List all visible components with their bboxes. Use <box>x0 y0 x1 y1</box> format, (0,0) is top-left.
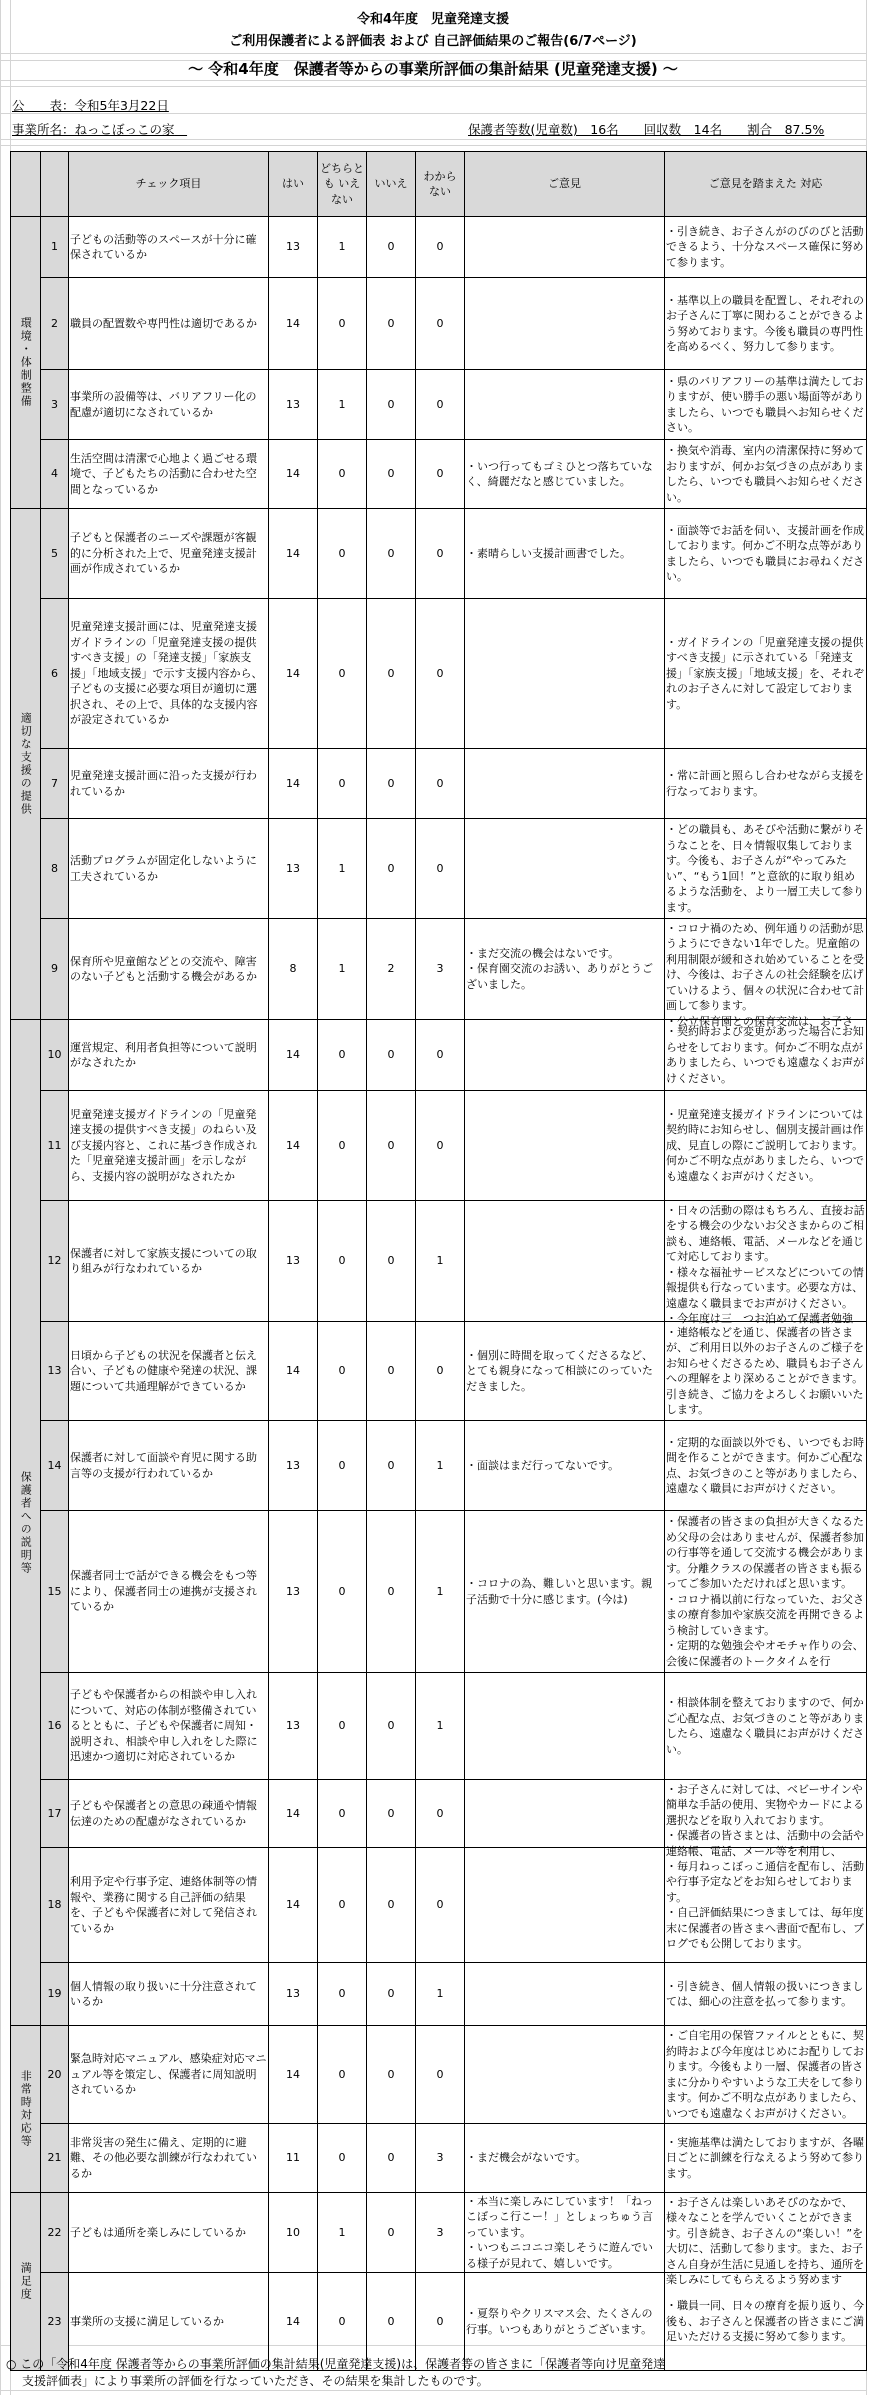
header-check-item: チェック項目 <box>69 152 269 217</box>
cell-no: 2 <box>367 919 416 1020</box>
cell-yes: 14 <box>269 1322 318 1421</box>
opinion-text <box>465 278 665 370</box>
check-item-text: 児童発達支援計画には、児童発達支援ガイドラインの「児童発達支援の提供すべき支援」の「発達支援」「家族支援」「地域支援」で示す支援内容から、子どもの支援に必要な項目が適切に選択され、その上で、具体的な支援内容が設定されているか <box>69 599 269 749</box>
response-text-content: ・毎月ねっこぼっこ通信を配布し、活動や行事予定などをお知らせしております。 ・自己評価結果につきましては、毎年度末に保護者の皆さまへ書面で配布し、ブログでも公開しております。 <box>666 1859 864 1950</box>
cell-yes: 13 <box>269 819 318 919</box>
response-text-content: ・引き続き、個人情報の扱いにつきましては、細心の注意を払って参ります。 <box>666 1979 864 2008</box>
response-text <box>665 599 867 749</box>
response-text-content: ・お子さんに対しては、ベビーサインや簡単な手話の使用、実物やカードによる選択などを取り入れております。 ・保護者の皆さまとは、活動中の会話や連絡帳、電話、メール等を利用し、 <box>666 1782 864 1858</box>
cell-yes: 14 <box>269 749 318 819</box>
check-item-text: 児童発達支援計画に沿った支援が行われているか <box>69 749 269 819</box>
cell-neither: 1 <box>318 819 367 919</box>
category-label: 満足度 <box>11 2193 41 2371</box>
item-number: 2 <box>41 278 69 370</box>
check-item-text: 子どもと保護者のニーズや課題が客観的に分析された上で、児童発達支援計画が作成されているか <box>69 509 269 599</box>
cell-neither: 0 <box>318 440 367 509</box>
response-text <box>665 1963 867 2026</box>
check-item-text: 生活空間は清潔で心地よく過ごせる環境で、子どもたちの活動に合わせた空間となっているか <box>69 440 269 509</box>
response-text <box>665 749 867 819</box>
check-item-text: 緊急時対応マニュアル、感染症対応マニュアル等を策定し、保護者に周知説明されているか <box>69 2026 269 2124</box>
cell-neither: 0 <box>318 278 367 370</box>
cell-unknown: 0 <box>416 278 465 370</box>
response-text-content: ・連絡帳などを通じ、保護者の皆さまが、ご利用日以外のお子さんのご様子をお知らせくださるため、職員もお子さんへの理解をより深めることができます。引き続き、ご協力をよろしくお願いいたします。 <box>666 1325 864 1416</box>
cell-yes: 11 <box>269 2124 318 2193</box>
item-number: 7 <box>41 749 69 819</box>
item-number: 5 <box>41 509 69 599</box>
cell-unknown: 0 <box>416 1020 465 1091</box>
facility-value: ねっこぼっこの家 <box>74 122 175 137</box>
item-number: 19 <box>41 1963 69 2026</box>
category-label: 環境・体制整備 <box>11 217 41 509</box>
grid-line <box>0 80 866 81</box>
opinion-text <box>465 217 665 278</box>
table-body <box>11 217 867 2371</box>
header-neither: どちらとも いえない <box>318 152 367 217</box>
cell-no: 0 <box>367 599 416 749</box>
table-row <box>11 1322 867 1421</box>
item-number: 12 <box>41 1201 69 1322</box>
opinion-text: ・まだ機会がないです。 <box>465 2124 665 2193</box>
header-no: いいえ <box>367 152 416 217</box>
cell-yes: 13 <box>269 1673 318 1780</box>
cell-no: 0 <box>367 1511 416 1673</box>
cell-unknown: 3 <box>416 919 465 1020</box>
cell-yes: 14 <box>269 278 318 370</box>
response-text <box>665 1848 867 1963</box>
cell-unknown: 3 <box>416 2124 465 2193</box>
cell-unknown: 0 <box>416 509 465 599</box>
opinion-text <box>465 1091 665 1201</box>
published-date <box>12 96 169 114</box>
response-text <box>665 2026 867 2124</box>
response-text-content: ・コロナ禍のため、例年通りの活動が思うようにできない1年でした。児童館の利用制限が緩和され始めていることを受け、今後は、お子さんの社会経験を広げていけるよう、個々の状況に合わせて計画して参ります。 ・公立保育園との保育交流は、お子さ <box>666 921 864 1028</box>
cell-unknown: 1 <box>416 1511 465 1673</box>
response-text-content: ・定期的な面談以外でも、いつでもお時間を作ることができます。何かご心配な点、お気づきのこと等がありましたら、遠慮なく職員にお声がけください。 <box>666 1435 864 1495</box>
response-text-content: ・換気や消毒、室内の清潔保持に努めておりますが、何かお気づきの点がありましたら、いつでも職員へお知らせください。 <box>666 444 864 504</box>
cell-neither: 0 <box>318 749 367 819</box>
response-text <box>665 1201 867 1325</box>
response-text-content: ・基準以上の職員を配置し、それぞれのお子さんに丁寧に関わることができるよう努めております。今後も職員の専門性を高めるべく、努力して参ります。 <box>666 293 864 353</box>
table-row <box>11 749 867 819</box>
cell-unknown: 1 <box>416 1201 465 1322</box>
response-text <box>665 819 867 919</box>
cell-unknown: 0 <box>416 440 465 509</box>
cell-no: 0 <box>367 1020 416 1091</box>
table-row <box>11 1780 867 1848</box>
response-text-content: ・児童発達支援ガイドラインについては契約時にお知らせし、個別支援計画は作成、見直しの際にご説明しております。何かご不明な点がありましたら、いつでも遠慮なくお声がけください。 <box>666 1107 864 1183</box>
check-item-text: 子どもは通所を楽しみにしているか <box>69 2193 269 2273</box>
item-number: 4 <box>41 440 69 509</box>
category-label: 非常時対応等 <box>11 2026 41 2193</box>
item-number: 11 <box>41 1091 69 1201</box>
cell-yes: 14 <box>269 599 318 749</box>
cell-no: 0 <box>367 2193 416 2273</box>
cell-neither: 0 <box>318 1201 367 1322</box>
item-number: 13 <box>41 1322 69 1421</box>
response-text-content: ・常に計画と照らし合わせながら支援を行なっております。 <box>666 769 864 798</box>
cell-yes: 13 <box>269 217 318 278</box>
cell-unknown: 0 <box>416 599 465 749</box>
cell-no: 0 <box>367 1780 416 1848</box>
response-text <box>665 278 867 370</box>
cell-neither: 0 <box>318 1511 367 1673</box>
grid-line <box>0 86 866 87</box>
check-item-text: 利用予定や行事予定、連絡体制等の情報や、業務に関する自己評価の結果を、子どもや保護者に対して発信されているか <box>69 1848 269 1963</box>
footer-note <box>6 2356 866 2390</box>
cell-unknown: 1 <box>416 1421 465 1511</box>
opinion-text <box>465 2026 665 2124</box>
table-row <box>11 1511 867 1673</box>
cell-unknown: 0 <box>416 749 465 819</box>
published-value: 令和5年3月22日 <box>74 98 169 113</box>
cell-neither: 0 <box>318 1421 367 1511</box>
check-item-text: 保護者同士で話ができる機会をもつ等により、保護者同士の連携が支援されているか <box>69 1511 269 1673</box>
table-row <box>11 1963 867 2026</box>
cell-neither: 0 <box>318 1091 367 1201</box>
response-text-content: ・どの職員も、あそびや活動に繋がりそうなことを、日々情報収集しております。今後も、お子さんが“やってみたい”、“もう1回！”と意欲的に取り組めるような活動を、より一層工夫して参ります。 <box>666 823 864 914</box>
item-number: 8 <box>41 819 69 919</box>
check-item-text: 事業所の設備等は、バリアフリー化の配慮が適切になされているか <box>69 370 269 440</box>
cell-unknown: 0 <box>416 1322 465 1421</box>
opinion-text: ・まだ交流の機会はないです。 ・保育園交流のお誘い、ありがとうございました。 <box>465 919 665 1020</box>
cell-yes: 14 <box>269 1020 318 1091</box>
cell-neither: 0 <box>318 599 367 749</box>
report-title-line1: 令和4年度 児童発達支援 <box>356 12 510 27</box>
table-row <box>11 2193 867 2273</box>
cell-yes: 13 <box>269 1963 318 2026</box>
table-row <box>11 919 867 1020</box>
check-item-text: 保護者に対して家族支援についての取り組みが行なわれているか <box>69 1201 269 1322</box>
cell-neither: 1 <box>318 217 367 278</box>
grid-line <box>0 145 866 146</box>
response-text <box>665 1511 867 1673</box>
response-text-content: ・ガイドラインの「児童発達支援の提供すべき支援」に示されている「発達支援」「家族支援」「地域支援」を、それぞれのお子さんに対して設定しております。 <box>666 635 864 711</box>
cell-neither: 0 <box>318 1020 367 1091</box>
table-row <box>11 1020 867 1091</box>
response-text-content: ・引き続き、お子さんがのびのびと活動できるよう、十分なスペース確保に努めて参ります。 <box>666 224 864 269</box>
check-item-text: 日頃から子どもの状況を保護者と伝え合い、子どもの健康や発達の状況、課題について共通理解ができているか <box>69 1322 269 1421</box>
cell-no: 0 <box>367 1322 416 1421</box>
cell-no: 0 <box>367 217 416 278</box>
cell-unknown: 0 <box>416 1091 465 1201</box>
cell-yes: 14 <box>269 2273 318 2371</box>
opinion-text <box>465 599 665 749</box>
category-label: 保護者への説明等 <box>11 1020 41 2026</box>
item-number: 20 <box>41 2026 69 2124</box>
cell-unknown: 0 <box>416 819 465 919</box>
item-number: 3 <box>41 370 69 440</box>
cell-neither: 0 <box>318 2273 367 2371</box>
published-label: 公 表： <box>12 98 75 113</box>
item-number: 1 <box>41 217 69 278</box>
cell-neither: 0 <box>318 1322 367 1421</box>
cell-yes: 13 <box>269 1511 318 1673</box>
response-text <box>665 2124 867 2193</box>
item-number: 18 <box>41 1848 69 1963</box>
response-text-content: ・保護者の皆さまの負担が大きくなるため父母の会はありませんが、保護者参加の行事等を通して交流する機会があります。分離クラスの保護者の皆さまも振るってご参加いただければと思います。 ・コロナ禍以前に行なっていた、お父さまの療育参加や家族交流を再開できるよう検討していきます。 ・定期的な勉強会やオモチャ作りの会、会後に保護者のトークタイムを行 <box>666 1515 864 1668</box>
cell-no: 0 <box>367 370 416 440</box>
response-text <box>665 1421 867 1511</box>
cell-no: 0 <box>367 1848 416 1963</box>
table-row <box>11 1201 867 1322</box>
cell-unknown: 0 <box>416 1780 465 1848</box>
table-row <box>11 1673 867 1780</box>
response-text <box>665 919 867 1028</box>
evaluation-table <box>10 151 867 2371</box>
table-row <box>11 1848 867 1963</box>
response-text <box>665 1780 867 1858</box>
item-number: 22 <box>41 2193 69 2273</box>
response-text-content: ・契約時および変更があった場合にお知らせをしております。何かご不明な点がありましたら、いつでも遠慮なくお声がけください。 <box>666 1025 864 1085</box>
item-number: 17 <box>41 1780 69 1848</box>
opinion-text: ・本当に楽しみにしています！「ねっこぼっこ行こー！」としょっちゅう言っています。 ・いつもニコニコ楽しそうに遊んでいる様子が見れて、嬉しいです。 <box>465 2193 665 2273</box>
table-row <box>11 2026 867 2124</box>
cell-yes: 13 <box>269 370 318 440</box>
header-yes: はい <box>269 152 318 217</box>
cell-yes: 14 <box>269 1091 318 1201</box>
cell-neither: 0 <box>318 1673 367 1780</box>
cell-unknown: 3 <box>416 2193 465 2273</box>
opinion-text <box>465 370 665 440</box>
opinion-text: ・面談はまだ行ってないです。 <box>465 1421 665 1511</box>
cell-no: 0 <box>367 1421 416 1511</box>
table-row <box>11 509 867 599</box>
opinion-text <box>465 1963 665 2026</box>
cell-neither: 0 <box>318 2026 367 2124</box>
check-item-text: 活動プログラムが固定化しないように工夫されているか <box>69 819 269 919</box>
cell-unknown: 0 <box>416 2273 465 2371</box>
header-category <box>11 152 41 217</box>
header-number <box>41 152 69 217</box>
table-row <box>11 440 867 509</box>
check-item-text: 事業所の支援に満足しているか <box>69 2273 269 2371</box>
table-row <box>11 2124 867 2193</box>
response-text <box>665 1091 867 1201</box>
response-text <box>665 217 867 278</box>
cell-unknown: 0 <box>416 2026 465 2124</box>
cell-no: 0 <box>367 819 416 919</box>
opinion-text <box>465 1020 665 1091</box>
response-text <box>665 1322 867 1421</box>
response-text <box>665 440 867 509</box>
header-opinion: ご意見 <box>465 152 665 217</box>
cell-unknown: 1 <box>416 1963 465 2026</box>
response-text-content: ・職員一同、日々の療育を振り返り、今後も、お子さんと保護者の皆さまにご満足いただける支援に努めて参ります。 <box>666 2299 864 2344</box>
footer-line2: 支援評価表」により事業所の評価を行なっていただき、その結果を集計したものです。 <box>22 2374 489 2388</box>
cell-neither: 0 <box>318 1848 367 1963</box>
cell-neither: 0 <box>318 509 367 599</box>
report-subtitle: ～ 令和4年度 保護者等からの事業所評価の集計結果 (児童発達支援) ～ <box>188 60 678 78</box>
cell-unknown: 1 <box>416 1673 465 1780</box>
grid-line <box>0 2390 866 2391</box>
item-number: 16 <box>41 1673 69 1780</box>
cell-neither: 0 <box>318 1963 367 2026</box>
response-text <box>665 509 867 599</box>
item-number: 23 <box>41 2273 69 2371</box>
response-text <box>665 1020 867 1091</box>
cell-no: 0 <box>367 749 416 819</box>
cell-yes: 8 <box>269 919 318 1020</box>
check-item-text: 運営規定、利用者負担等について説明がなされたか <box>69 1020 269 1091</box>
response-text-content: ・面談等でお話を伺い、支援計画を作成しております。何かご不明な点等がありましたら、いつでも職員にお尋ねください。 <box>666 523 864 583</box>
response-text <box>665 370 867 440</box>
cell-yes: 14 <box>269 2026 318 2124</box>
grid-line <box>0 139 866 140</box>
cell-no: 0 <box>367 440 416 509</box>
opinion-text <box>465 1848 665 1963</box>
cell-no: 0 <box>367 2124 416 2193</box>
cell-yes: 14 <box>269 440 318 509</box>
cell-no: 0 <box>367 1091 416 1201</box>
check-item-text: 保育所や児童館などとの交流や、障害のない子どもと活動する機会があるか <box>69 919 269 1020</box>
response-text-content: ・県のバリアフリーの基準は満たしておりますが、使い勝手の悪い場面等がありましたら、いつでも職員へお知らせください。 <box>666 374 864 434</box>
cell-no: 0 <box>367 1201 416 1322</box>
cell-neither: 0 <box>318 1780 367 1848</box>
response-stats: 保護者等数(児童数) 16名 回収数 14名 割合 87.5% <box>468 122 825 137</box>
cell-unknown: 0 <box>416 1848 465 1963</box>
check-item-text: 個人情報の取り扱いに十分注意されているか <box>69 1963 269 2026</box>
response-text <box>665 1673 867 1780</box>
cell-neither: 0 <box>318 2124 367 2193</box>
cell-no: 0 <box>367 1963 416 2026</box>
header-response: ご意見を踏まえた 対応 <box>665 152 867 217</box>
response-text-content: ・相談体制を整えておりますので、何かご心配な点、お気づきのこと等がありましたら、遠慮なく職員にお声がけください。 <box>666 1696 864 1756</box>
cell-yes: 14 <box>269 1780 318 1848</box>
table-row <box>11 278 867 370</box>
cell-no: 0 <box>367 278 416 370</box>
cell-neither: 1 <box>318 919 367 1020</box>
check-item-text: 児童発達支援ガイドラインの「児童発達支援の提供すべき支援」のねらい及び支援内容と、これに基づき作成された「児童発達支援計画」を示しながら、支援内容の説明がなされたか <box>69 1091 269 1201</box>
cell-yes: 13 <box>269 1421 318 1511</box>
header-unknown: わから ない <box>416 152 465 217</box>
opinion-text <box>465 749 665 819</box>
opinion-text: ・夏祭りやクリスマス会、たくさんの行事。いつもありがとうございます。 <box>465 2273 665 2371</box>
facility-name <box>12 120 187 138</box>
table-row <box>11 370 867 440</box>
response-text-content: ・お子さんは楽しいあそびのなかで、様々なことを学んでいくことができます。引き続き、お子さんの“楽しい！”を大切に、活動して参ります。また、お子さん自身が生活に見通しを持ち、通所を楽しみにしてもらえるよう努めます <box>666 2195 864 2286</box>
item-number: 14 <box>41 1421 69 1511</box>
response-text <box>665 2193 867 2286</box>
cell-unknown: 0 <box>416 217 465 278</box>
footer-line1: ○ この「令和4年度 保護者等からの事業所評価の集計結果(児童発達支援)は、保護者等の皆さまに「保護者等向け児童発達 <box>6 2357 666 2371</box>
opinion-text: ・素晴らしい支援計画書でした。 <box>465 509 665 599</box>
cell-yes: 13 <box>269 1201 318 1322</box>
cell-no: 0 <box>367 2273 416 2371</box>
cell-neither: 1 <box>318 2193 367 2273</box>
cell-yes: 10 <box>269 2193 318 2273</box>
cell-no: 0 <box>367 2026 416 2124</box>
table-row <box>11 819 867 919</box>
table-header-row <box>11 152 867 217</box>
opinion-text: ・いつ行ってもゴミひとつ落ちていなく、綺麗だなと感じていました。 <box>465 440 665 509</box>
opinion-text <box>465 819 665 919</box>
cell-unknown: 0 <box>416 370 465 440</box>
item-number: 21 <box>41 2124 69 2193</box>
opinion-text: ・コロナの為、難しいと思います。親子活動で十分に感じます。(今は) <box>465 1511 665 1673</box>
opinion-text: ・個別に時間を取ってくださるなど、とても親身になって相談にのっていただきました。 <box>465 1322 665 1421</box>
cell-yes: 14 <box>269 1848 318 1963</box>
check-item-text: 子どもの活動等のスペースが十分に確保されているか <box>69 217 269 278</box>
cell-no: 0 <box>367 509 416 599</box>
item-number: 6 <box>41 599 69 749</box>
check-item-text: 保護者に対して面談や育児に関する助言等の支援が行われているか <box>69 1421 269 1511</box>
item-number: 10 <box>41 1020 69 1091</box>
check-item-text: 子どもや保護者との意思の疎通や情報伝達のための配慮がなされているか <box>69 1780 269 1848</box>
opinion-text <box>465 1780 665 1848</box>
check-item-text: 非常災害の発生に備え、定期的に避難、その他必要な訓練が行なわれているか <box>69 2124 269 2193</box>
facility-label: 事業所名： <box>12 122 75 137</box>
grid-line <box>0 53 866 54</box>
table-row <box>11 1091 867 1201</box>
opinion-text <box>465 1673 665 1780</box>
check-item-text: 子どもや保護者からの相談や申し入れについて、対応の体制が整備されているとともに、子どもや保護者に周知・説明され、相談や申し入れをした際に迅速かつ適切に対応されているか <box>69 1673 269 1780</box>
category-label: 適切な支援の提供 <box>11 509 41 1020</box>
table-row <box>11 217 867 278</box>
report-title-line2: ご利用保護者による評価表 および 自己評価結果のご報告(6/7ページ) <box>229 34 637 49</box>
item-number: 9 <box>41 919 69 1020</box>
table-row <box>11 599 867 749</box>
opinion-text <box>465 1201 665 1322</box>
response-text-content: ・実施基準は満たしておりますが、各曜日ごとに訓練を行なえるよう努めて参ります。 <box>666 2135 864 2180</box>
table-row <box>11 1421 867 1511</box>
cell-yes: 14 <box>269 509 318 599</box>
response-text-content: ・日々の活動の際はもちろん、直接お話をする機会の少ないお父さまからのご相談も、連絡帳、電話、メールなどを通じて対応しております。 ・様々な福祉サービスなどについての情報提供も行なっています。必要な方は、遠慮なく職員までお声がけください。 ・今年度は三 つお泊めて保護者勉強 <box>666 1203 865 1325</box>
check-item-text: 職員の配置数や専門性は適切であるか <box>69 278 269 370</box>
cell-neither: 1 <box>318 370 367 440</box>
cell-no: 0 <box>367 1673 416 1780</box>
response-text-content: ・ご自宅用の保管ファイルとともに、契約時および今年度はじめにお配りしております。今後もより一層、保護者の皆さまに分かりやすいような工夫をして参ります。何かご不明な点がありましたら、いつでも遠慮なくお声がけください。 <box>666 2029 864 2120</box>
item-number: 15 <box>41 1511 69 1673</box>
